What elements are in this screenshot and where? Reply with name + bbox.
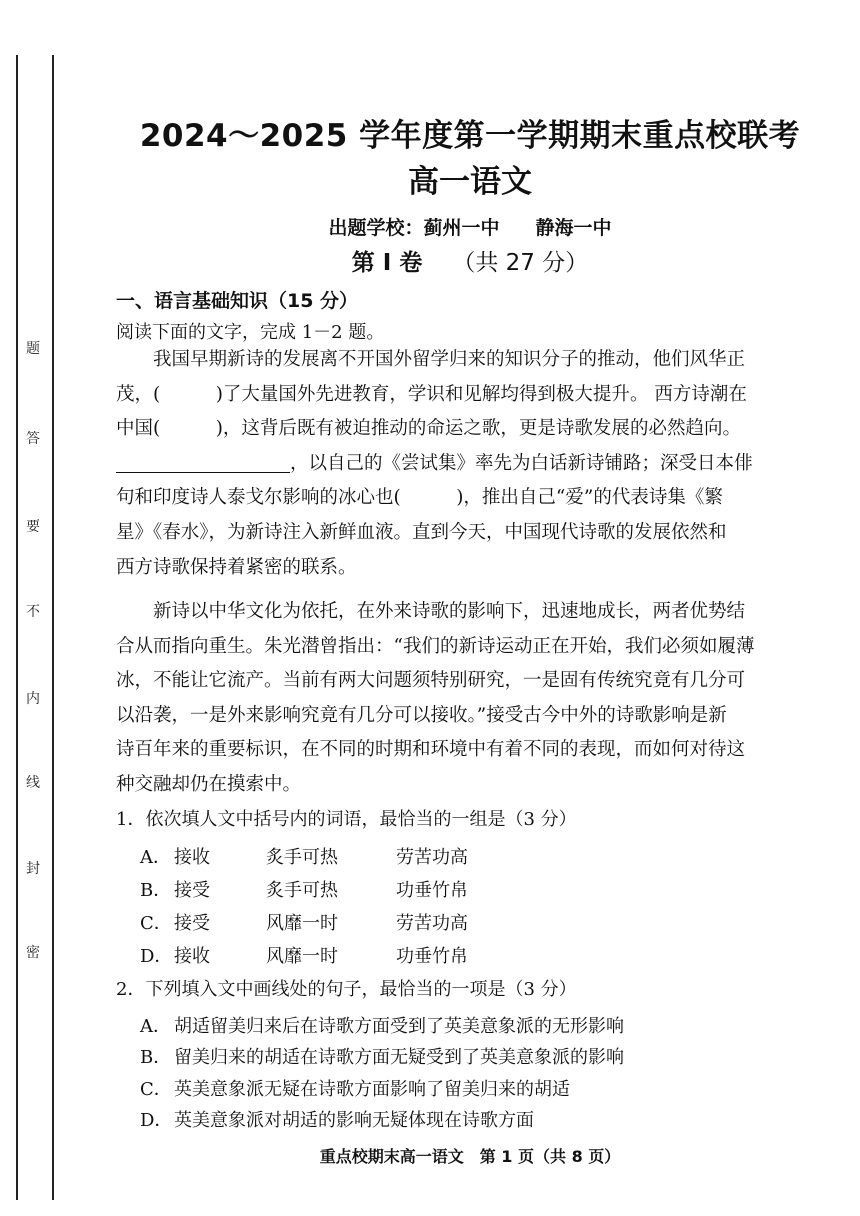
question-1-option-a xyxy=(140,843,468,869)
question-2-option-c xyxy=(140,1075,570,1101)
option-key: B． xyxy=(140,880,172,901)
binding-char: 题 xyxy=(26,341,40,357)
option-word-1: 接收 xyxy=(174,847,210,868)
passage-line: 冰，不能让它流产。当前有两大问题须特别研究，一是固有传统究竟有几分可 xyxy=(116,670,746,692)
passage-line: 星》《春水》，为新诗注入新鲜血液。直到今天，中国现代诗歌的发展依然和 xyxy=(116,521,727,543)
option-text: 英美意象派无疑在诗歌方面影响了留美归来的胡适 xyxy=(174,1079,570,1100)
option-key: D． xyxy=(140,1110,173,1131)
school-2: 静海一中 xyxy=(535,217,612,239)
passage-line-text: ，以自己的《尝试集》率先为白话新诗铺路；深受日本俳 xyxy=(290,452,753,474)
binding-char: 封 xyxy=(26,861,40,877)
option-key: D． xyxy=(140,946,173,967)
exam-subject: 高一语文 xyxy=(408,164,532,200)
question-2-option-d xyxy=(140,1106,534,1132)
passage-line: 句和印度诗人泰戈尔影响的冰心也( )，推出自己“爱”的代表诗集《繁 xyxy=(116,487,723,509)
binding-margin xyxy=(0,0,100,1216)
exam-title: 2024～2025 学年度第一学期期末重点校联考 xyxy=(139,118,801,154)
question-2-stem: 2．下列填入文中画线处的句子，最恰当的一项是（3 分） xyxy=(116,979,577,1000)
question-1-option-d xyxy=(140,942,468,968)
binding-char: 答 xyxy=(26,431,40,447)
passage-line: 我国早期新诗的发展离不开国外留学归来的知识分子的推动，他们风华正 xyxy=(153,349,746,370)
volume-score: （共 27 分） xyxy=(452,250,589,276)
passage-line: 诗百年来的重要标识，在不同的时期和环境中有着不同的表现，而如何对待这 xyxy=(116,739,746,761)
question-1-stem: 1．依次填人文中括号内的词语，最恰当的一组是（3 分） xyxy=(116,809,577,830)
binding-line-outer xyxy=(16,55,18,1200)
option-key: B． xyxy=(140,1047,172,1068)
binding-char: 密 xyxy=(26,945,40,961)
question-1-option-c xyxy=(140,909,468,935)
option-word-1: 接受 xyxy=(174,913,210,934)
option-word-1: 接收 xyxy=(174,946,210,967)
option-word-3: 功垂竹帛 xyxy=(396,946,468,967)
option-word-2: 风靡一时 xyxy=(266,913,338,934)
option-text: 留美归来的胡适在诗歌方面无疑受到了英美意象派的影响 xyxy=(174,1047,624,1068)
passage-line-with-blank xyxy=(116,447,834,482)
option-key: A． xyxy=(140,847,171,868)
option-word-3: 劳苦功高 xyxy=(396,913,468,934)
option-word-2: 风靡一时 xyxy=(266,946,338,967)
exam-page xyxy=(100,0,840,1216)
binding-char: 不 xyxy=(26,604,40,620)
school-1: 出题学校：蓟州一中 xyxy=(328,217,500,239)
passage-paragraph-1 xyxy=(116,343,834,585)
option-text: 英美意象派对胡适的影响无疑体现在诗歌方面 xyxy=(174,1110,534,1131)
binding-char: 内 xyxy=(26,691,40,707)
passage-line: 合从而指向重生。朱光潜曾指出：“我们的新诗运动正在开始，我们必须如履薄 xyxy=(116,635,755,657)
volume-label: 第 I 卷 xyxy=(351,250,423,276)
passage-line: 西方诗歌保持着紧密的联系。 xyxy=(116,556,357,578)
question-2-option-a xyxy=(140,1012,624,1038)
volume-heading xyxy=(100,244,840,277)
section-heading: 一、语言基础知识（15 分） xyxy=(116,290,359,312)
option-key: C． xyxy=(140,913,172,934)
binding-line-inner xyxy=(52,55,54,1200)
option-word-2: 炙手可热 xyxy=(266,847,338,868)
option-key: C． xyxy=(140,1079,172,1100)
option-word-3: 劳苦功高 xyxy=(396,847,468,868)
passage-line: 以沿袭，一是外来影响究竟有几分可以接收。”接受古今中外的诗歌影响是新 xyxy=(116,704,727,726)
binding-char: 要 xyxy=(26,519,40,535)
option-key: A． xyxy=(140,1016,171,1037)
option-word-3: 功垂竹帛 xyxy=(396,880,468,901)
passage-line: 种交融却仍在摸索中。 xyxy=(116,773,302,795)
option-word-1: 接受 xyxy=(174,880,210,901)
setting-schools xyxy=(100,213,840,240)
option-text: 胡适留美归来后在诗歌方面受到了英美意象派的无形影响 xyxy=(174,1016,624,1037)
passage-paragraph-2 xyxy=(116,595,834,803)
binding-char: 线 xyxy=(26,775,40,791)
passage-line: 茂，( )了大量国外先进教育，学识和见解均得到极大提升。 西方诗潮在 xyxy=(116,383,747,405)
question-1-option-b xyxy=(140,876,468,902)
page-footer: 重点校期末高一语文 第 1 页（共 8 页） xyxy=(319,1147,621,1166)
fill-in-blank-underline xyxy=(116,452,290,473)
passage-line: 新诗以中华文化为依托，在外来诗歌的影响下，迅速地成长，两者优势结 xyxy=(153,601,746,622)
reading-instruction: 阅读下面的文字，完成 1－2 题。 xyxy=(116,322,385,343)
option-word-2: 炙手可热 xyxy=(266,880,338,901)
question-2-option-b xyxy=(140,1043,624,1069)
passage-line: 中国( )，这背后既有被迫推动的命运之歌，更是诗歌发展的必然趋向。 xyxy=(116,418,741,440)
